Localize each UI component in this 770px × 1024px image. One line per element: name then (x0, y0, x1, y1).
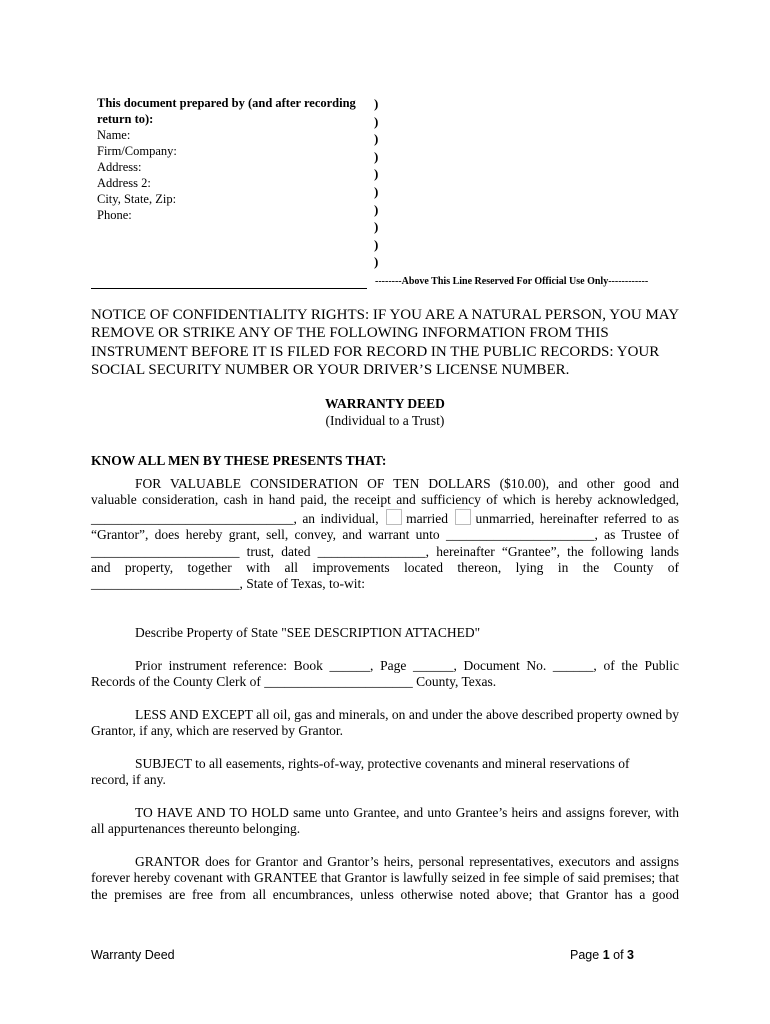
consideration-line-7: ______________________, State of Texas, to-wit: (91, 576, 366, 592)
unmarried-label: unmarried, hereinafter referred to as (475, 510, 679, 526)
consideration-line-2: valuable consideration, cash in hand paid, the receipt and sufficiency of which is hereby acknowledged, (91, 492, 679, 508)
official-use-line: --------Above This Line Reserved For Official Use Only------------ (375, 276, 649, 287)
habendum-paragraph (91, 805, 679, 838)
address2-label: Address 2: (97, 176, 151, 190)
consideration-line-4: “Grantor”, does hereby grant, sell, convey, and warrant unto ______________________, as Trustee of (91, 527, 679, 543)
document-title: WARRANTY DEED (325, 396, 445, 411)
subject-text: SUBJECT to all easements, rights-of-way, protective covenants and mineral reservations of record, if any. (91, 756, 630, 788)
prepared-by-heading-2: return to): (97, 112, 154, 126)
bracket: ) (374, 236, 379, 252)
page-total: 3 (627, 948, 634, 962)
prepared-by-heading: This document prepared by (and after recording (97, 96, 356, 110)
individual-text: , an individual, (293, 510, 379, 526)
firm-label: Firm/Company: (97, 144, 177, 158)
habendum-text: TO HAVE AND TO HOLD same unto Grantee, and unto Grantee’s heirs and assigns forever, with all appurtenances thereunto belonging. (91, 805, 679, 837)
recording-divider (91, 288, 367, 289)
prior-instrument-text: Prior instrument reference: Book ______, Page ______, Document No. ______, of the Public Records of the County Clerk of ______________________ County, Texas. (91, 658, 679, 690)
name-label: Name: (97, 128, 131, 142)
know-all-heading: KNOW ALL MEN BY THESE PRESENTS THAT: (91, 453, 387, 468)
bracket: ) (374, 113, 379, 129)
bracket: ) (374, 96, 379, 111)
page-number: 1 (602, 948, 610, 962)
document-subtitle: (Individual to a Trust) (325, 413, 445, 428)
city-state-zip-label: City, State, Zip: (97, 192, 177, 206)
warranty-covenant-text: GRANTOR does for Grantor and Grantor’s heirs, personal representatives, executors and assigns forever hereby covenant with GRANTEE that Grantor is lawfully seized in fee simple of said premises; that the premises are free from all encumbrances, unless otherwise noted above; that Grantor has a good (91, 854, 679, 902)
married-label: married (406, 510, 449, 526)
bracket: ) (374, 148, 379, 164)
bracket: ) (374, 254, 379, 270)
page-indicator (570, 948, 634, 962)
bracket: ) (374, 201, 379, 217)
bracket: ) (374, 131, 379, 147)
consideration-line-6: and property, together with all improvements located thereon, lying in the County of (91, 560, 679, 576)
describe-paragraph (91, 625, 679, 641)
consideration-line-3 (91, 509, 679, 527)
bracket: ) (374, 166, 379, 182)
address-label: Address: (97, 160, 142, 174)
warranty-covenant-paragraph (91, 854, 679, 903)
consideration-paragraph (91, 476, 679, 593)
subject-paragraph (91, 756, 651, 789)
consideration-line-1: FOR VALUABLE CONSIDERATION OF TEN DOLLARS ($10.00), and other good and (135, 476, 679, 491)
unmarried-checkbox[interactable] (455, 509, 471, 525)
confidentiality-notice: NOTICE OF CONFIDENTIALITY RIGHTS: IF YOU ARE A NATURAL PERSON, YOU MAY REMOVE OR STRIKE ANY OF THE FOLLOWING INFORMATION FROM THIS INSTRUMENT BEFORE IT IS FILED FOR RECORD IN THE PUBLIC RECORDS: YOUR SOCIAL SECURITY NUMBER OR YOUR DRIVER’S LICENSE NUMBER. (91, 307, 679, 379)
prior-instrument-paragraph (91, 658, 679, 691)
consideration-line-5: ______________________ trust, dated ________________, hereinafter “Grantee”, the following lands (91, 543, 679, 559)
describe-text: Describe Property of State "SEE DESCRIPTION ATTACHED" (135, 625, 481, 640)
phone-label: Phone: (97, 208, 132, 222)
footer-title: Warranty Deed (91, 948, 175, 962)
prepared-by-block (97, 95, 367, 223)
bracket-column (374, 95, 378, 271)
page-word: Page (570, 948, 600, 962)
less-except-text: LESS AND EXCEPT all oil, gas and minerals, on and under the above described property owned by Grantor, if any, which are reserved by Grantor. (91, 707, 679, 739)
married-checkbox[interactable] (386, 509, 402, 525)
less-except-paragraph (91, 707, 679, 740)
bracket: ) (374, 183, 379, 199)
bracket: ) (374, 219, 379, 235)
grantor-name-blank[interactable]: ______________________________ (91, 510, 294, 526)
of-word: of (613, 948, 624, 962)
